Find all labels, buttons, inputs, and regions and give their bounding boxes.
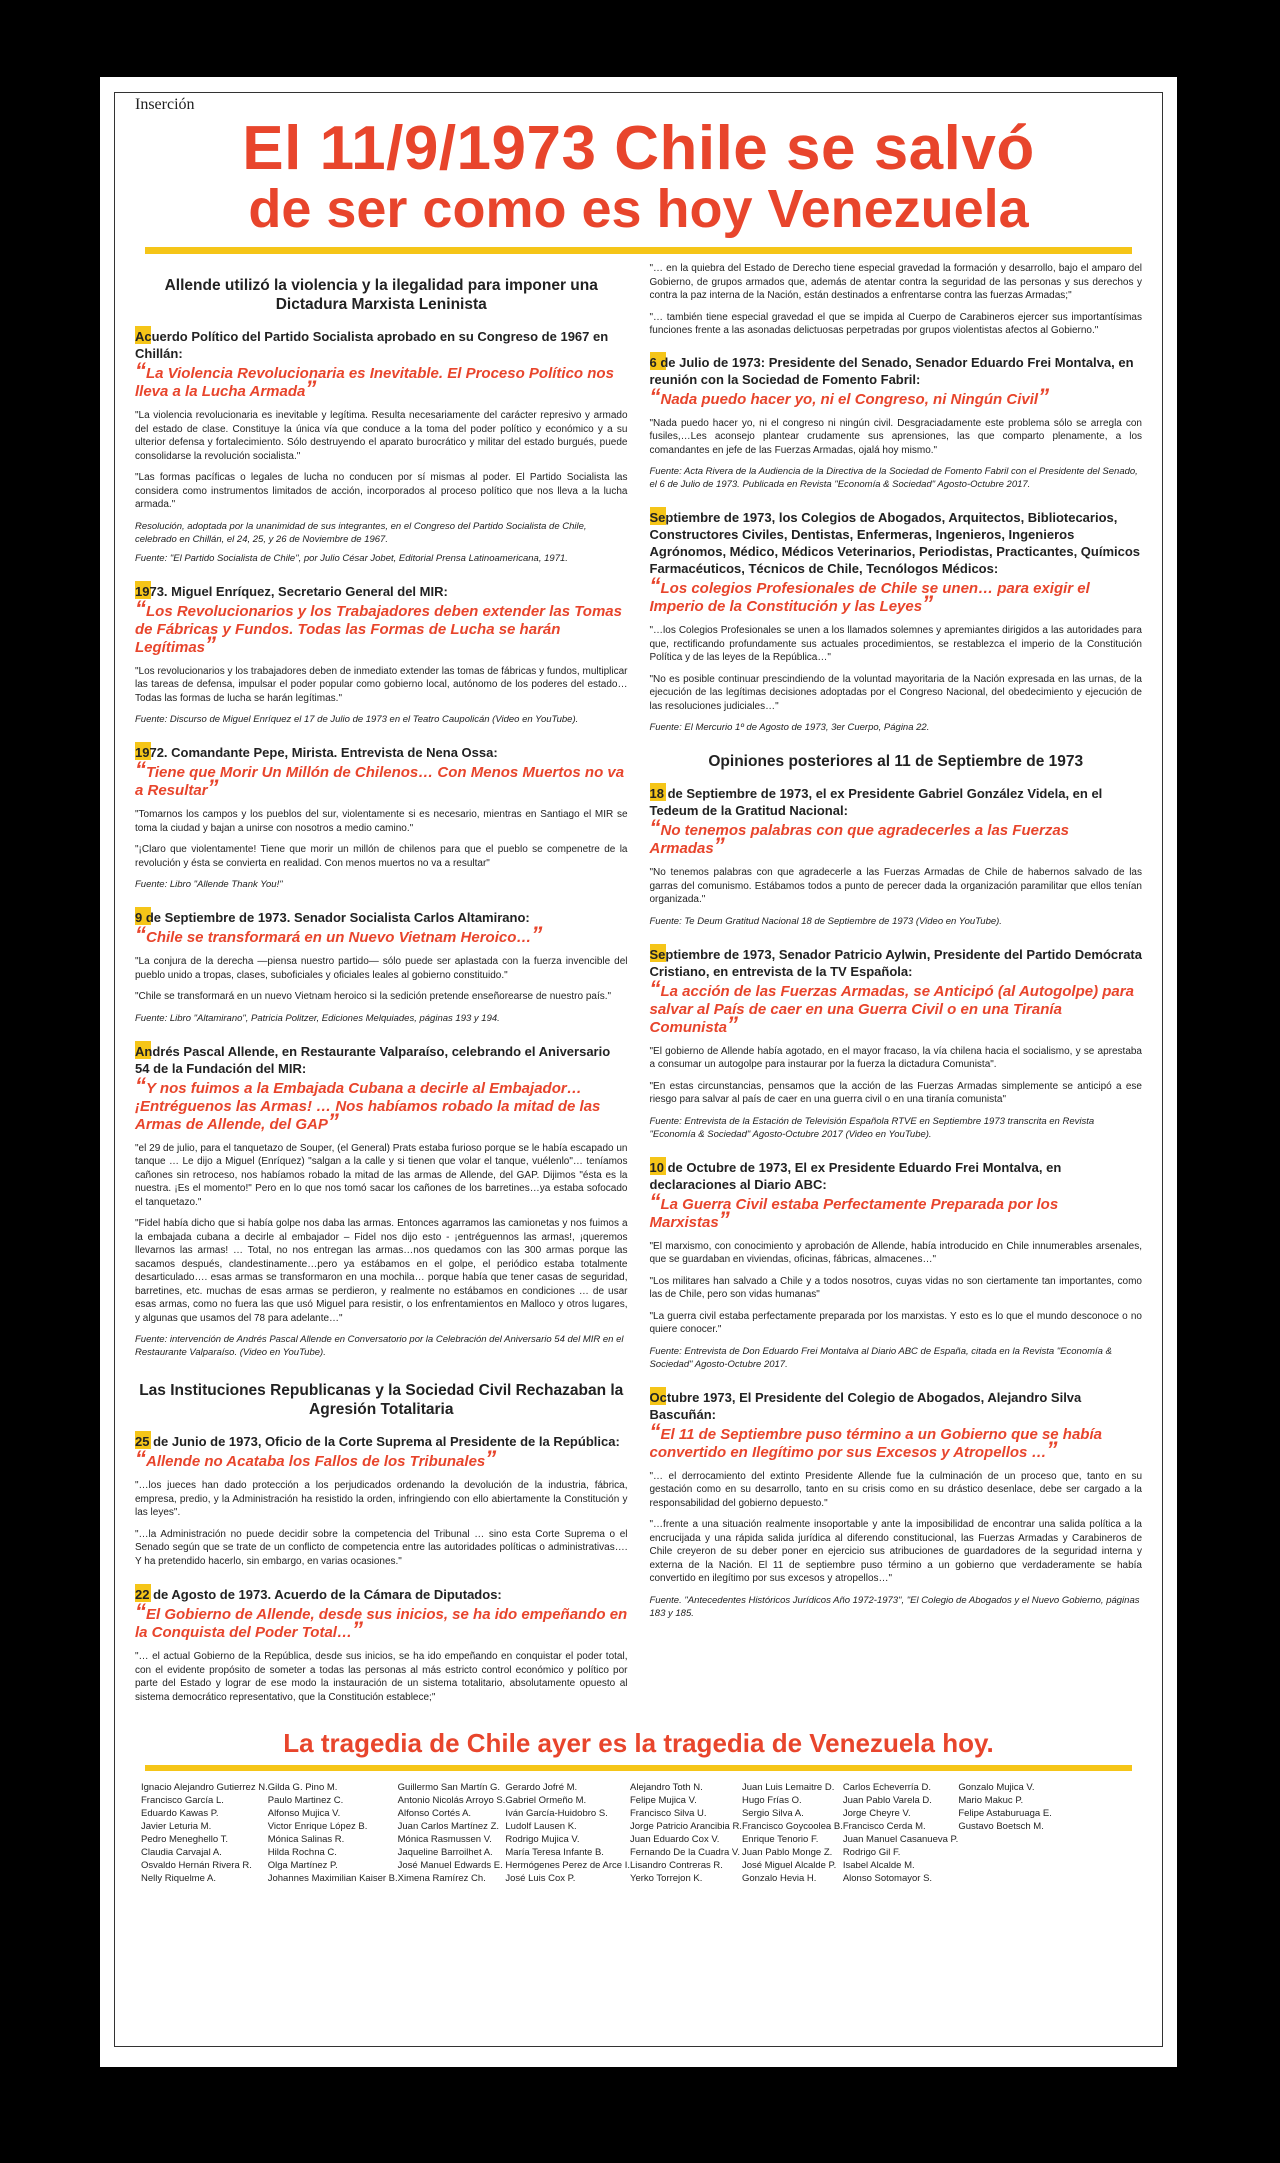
block-heading bbox=[135, 1043, 628, 1077]
body-paragraph: "…frente a una situación realmente insoportable y ante la imposibilidad de encontrar una salida política a la encrucijada y una rápida salida jurídica al diferendo constitucional, las Fuerzas Armadas y Carabineros de Chile creyeron de su deber poner en ejercicio sus atribuciones de guardadores de la seguridad interna y externa de la Nación. El 11 de septiembre puso término a un gobierno que verdaderamente se había convertido en ilegítimo por sus excesos y atropellos…" bbox=[649, 1519, 1142, 1584]
signer-name: Alonso Sotomayor S. bbox=[842, 1873, 933, 1884]
signer-name: Mario Makuc P. bbox=[958, 1795, 1024, 1806]
right-column bbox=[650, 262, 1143, 1722]
signer-name: Francisco García L. bbox=[141, 1795, 224, 1806]
signer-name: Sergio Silva A. bbox=[741, 1808, 804, 1819]
block-heading-text: 22 de Agosto de 1973. Acuerdo de la Cámara de Diputados: bbox=[135, 1584, 502, 1602]
signer-name: Francisco Cerda M. bbox=[842, 1821, 926, 1832]
signers-column bbox=[630, 1781, 742, 1885]
signer-name: Alfonso Mujica V. bbox=[267, 1808, 341, 1819]
insert-tag: Inserción bbox=[135, 96, 195, 113]
source-note: Fuente: Libro "Altamirano", Patricia Politzer, Ediciones Melquiades, páginas 193 y 194. bbox=[135, 1012, 500, 1024]
signer-name: Francisco Goycoolea B. bbox=[741, 1821, 843, 1832]
quote-block bbox=[650, 354, 1143, 492]
quote-block bbox=[135, 328, 628, 565]
signers-column bbox=[268, 1781, 398, 1885]
signer-name: Rodrigo Gil F. bbox=[842, 1847, 901, 1858]
source-note: Fuente: Acta Rivera de la Audiencia de la Directiva de la Sociedad de Fomento Fabril con el Presidente del Senado, el 6 de Julio de 1973. Publicada en Revista "Economía & Sociedad" Agosto-Octubre 2017. bbox=[649, 466, 1138, 490]
pull-quote: “ La Guerra Civil estaba Perfectamente Preparada por los Marxistas ” bbox=[650, 1196, 1143, 1232]
source-note: Fuente. "Antecedentes Históricos Jurídicos Año 1972-1973", "El Colegio de Abogados y el Nuevo Gobierno, páginas 183 y 185. bbox=[649, 1594, 1140, 1619]
signer-name: Rodrigo Mujica V. bbox=[505, 1834, 580, 1845]
signer-name: Juan Luis Lemaitre D. bbox=[741, 1782, 835, 1793]
source-note: Fuente: Entrevista de la Estación de Televisión Española RTVE en Septiembre 1973 transcrita en Revista "Economía & Sociedad" Agosto-Octubre 2017 (Video en YouTube). bbox=[649, 1115, 1095, 1140]
pull-quote: “ Los colegios Profesionales de Chile se unen… para exigir el Imperio de la Constitución y las Leyes ” bbox=[650, 580, 1143, 616]
signer-name: Gilda G. Pino M. bbox=[267, 1782, 338, 1793]
body-paragraph: "En estas circunstancias, pensamos que la acción de las Fuerzas Armadas simplemente se anticipó a ese riesgo para salvar al país de caer en una guerra civil o en una tiranía comunista" bbox=[649, 1080, 1142, 1105]
block-heading-text: 18 de Septiembre de 1973, el ex Presidente Gabriel González Videla, en el Tedeum de la Gratitud Nacional: bbox=[650, 783, 1103, 818]
quote-block bbox=[650, 1389, 1143, 1620]
quote-block bbox=[650, 785, 1143, 928]
body-paragraph: "Fidel había dicho que si había golpe nos daba las armas. Entonces agarramos las camionetas y nos fuimos a la embajada cubana a decirle al embajador – Fidel nos dijo esto - ¡entréguennos las armas!, ¡queremos llevarnos las armas! … Total, no nos entregan las armas…nos quedamos con las 300 armas porque las sacamos después, clandestinamente…pero ya estábamos en el golpe, el periódico estaba totalmente desarticulado…. esas armas se transformaron en una mochila… porque había que tener casas de seguridad, barretines, etc. muchas de esas armas se perdieron, y realmente no estábamos en condiciones … de usar esas armas, como no fuera las que usó Miguel para resistir, o los enfrentamientos en Malloco y otros lugares, y algunas que usamos del 78 para adelante…" bbox=[135, 1218, 628, 1324]
block-heading-text: 6 de Julio de 1973: Presidente del Senado, Senador Eduardo Frei Montalva, en reunión con la Sociedad de Fomento Fabril: bbox=[650, 352, 1134, 387]
pull-quote: “ Y nos fuimos a la Embajada Cubana a decirle al Embajador… ¡Entréguenos las Armas! … Nos habíamos robado la mitad de las Armas de Allende, del GAP ” bbox=[135, 1080, 628, 1134]
signer-name: José Luis Cox P. bbox=[505, 1873, 576, 1884]
body-paragraph: "No es posible continuar prescindiendo de la voluntad mayoritaria de la Nación expresada en las urnas, de la ejecución de las legítimas decisiones adoptadas por el Congreso Nacional, del obedecimiento y ejecución de las resoluciones judiciales…" bbox=[649, 673, 1142, 712]
signers-column bbox=[1052, 1781, 1094, 1885]
body-paragraph: "…los Colegios Profesionales se unen a los llamados solemnes y apremiantes dirigidos a las autoridades para que, rectificando profundamente sus actuales procedimientos, se restablezca el imperio de la Constitución Política y de las leyes de la República…" bbox=[649, 625, 1142, 663]
body-paragraph: "…los jueces han dado protección a los perjudicados ordenando la devolución de la industria, fábrica, empresa, predio, y la Administración ha resistido la orden, infringiendo con ello abiertamente la Constitución y las leyes". bbox=[135, 1480, 628, 1518]
pull-quote: “ No tenemos palabras con que agradecerles a las Fuerzas Armadas ” bbox=[650, 822, 1143, 858]
signers-column bbox=[843, 1781, 959, 1885]
block-heading-text: Septiembre de 1973, los Colegios de Abogados, Arquitectos, Bibliotecarios, Constructores Civiles, Dentistas, Enfermeras, Ingenieros, Ingenieros Agrónomos, Médico, Médicos Veterinarios, Periodistas, Practicantes, Químicos Farmacéuticos, Técnicos de Chile, Tecnólogos Médicos: bbox=[650, 507, 1141, 576]
signer-name: Ludolf Lausen K. bbox=[505, 1821, 577, 1832]
signer-name: Lisandro Contreras R. bbox=[630, 1860, 723, 1871]
quote-block bbox=[135, 744, 628, 891]
body-paragraph: "… el derrocamiento del extinto Presidente Allende fue la culminación de un proceso que, tanto en su gestación como en su desarrollo, tanto en su crisis como en su drástico desenlace, debe ser cargado a la responsabilidad del gobierno depuesto." bbox=[649, 1470, 1142, 1509]
block-heading-text: 25 de Junio de 1973, Oficio de la Corte Suprema al Presidente de la República: bbox=[135, 1431, 620, 1449]
signer-name: Jorge Patricio Arancibia R. bbox=[630, 1821, 742, 1832]
pull-quote: “ El Gobierno de Allende, desde sus inicios, se ha ido empeñando en la Conquista del Poder Total… ” bbox=[135, 1606, 628, 1642]
signer-name: José Manuel Edwards E. bbox=[397, 1860, 503, 1871]
quote-block bbox=[650, 946, 1143, 1141]
block-heading-text: Andrés Pascal Allende, en Restaurante Valparaíso, celebrando el Aniversario 54 de la Fundación del MIR: bbox=[135, 1041, 610, 1076]
block-heading bbox=[650, 509, 1143, 577]
headline-line-1: El 11/9/1973 Chile se salvó bbox=[242, 114, 1035, 183]
signer-name: Paulo Martinez C. bbox=[267, 1795, 344, 1806]
block-heading-text: 10 de Octubre de 1973, El ex Presidente Eduardo Frei Montalva, en declaraciones al Diario ABC: bbox=[650, 1157, 1062, 1192]
block-heading bbox=[135, 328, 628, 362]
source-note: Resolución, adoptada por la unanimidad de sus integrantes, en el Congreso del Partido Socialista de Chile, celebrado en Chillán, el 24, 25, y 26 de Noviembre de 1967. bbox=[135, 520, 587, 545]
quote-block bbox=[135, 1433, 628, 1568]
signer-name: Carlos Echeverría D. bbox=[842, 1782, 931, 1793]
body-paragraph: "Nada puedo hacer yo, ni el congreso ni ningún civil. Desgraciadamente este problema sólo se arregla con fusiles,…Les aconsejo plantear crudamente sus aprensiones, las que comparto plenamente, a los comandantes en jefe de las Fuerzas Armadas, ojalá hoy mismo." bbox=[649, 417, 1142, 456]
pull-quote: “ El 11 de Septiembre puso término a un Gobierno que se había convertido en Ilegítimo por sus Excesos y Atropellos … ” bbox=[650, 1426, 1143, 1462]
block-heading bbox=[135, 1433, 628, 1450]
closing-statement: La tragedia de Chile ayer es la tragedia de Venezuela hoy. bbox=[283, 1728, 994, 1758]
signer-name: Johannes Maximilian Kaiser B. bbox=[267, 1873, 398, 1884]
body-paragraph: "La guerra civil estaba perfectamente preparada por los marxistas. Y esto es lo que el mundo desconoce o no quiere conocer." bbox=[649, 1310, 1142, 1335]
body-paragraph: "No tenemos palabras con que agradecerle a las Fuerzas Armadas de Chile de habernos salvado de las garras del comunismo. Estábamos todos a punto de perecer dada la organización paramilitar que ellos tenían organizada." bbox=[649, 867, 1142, 905]
left-blocks-2 bbox=[135, 1433, 628, 1704]
signer-name: Mónica Salinas R. bbox=[267, 1834, 345, 1845]
signer-name: Ignacio Alejandro Gutierrez N. bbox=[141, 1782, 268, 1793]
source-note: Fuente: Discurso de Miguel Enríquez el 17 de Julio de 1973 en el Teatro Caupolicán (Video en YouTube). bbox=[135, 714, 579, 725]
body-paragraph: "La violencia revolucionaria es inevitable y legítima. Resulta necesariamente del carácter represivo y armado del estado de clase. Constituye la única vía que conduce a la toma del poder político y económico y a su ulterior defensa y fortalecimiento. Sólo destruyendo el aparato burocrático y militar del estado burgués, puede consolidarse la revolución socialista." bbox=[135, 410, 628, 462]
signer-name: Javier Leturia M. bbox=[141, 1821, 212, 1832]
signer-name: Mónica Rasmussen V. bbox=[397, 1834, 492, 1845]
newspaper-page bbox=[100, 77, 1177, 2067]
yellow-rule-bottom bbox=[145, 1765, 1132, 1771]
signers-column bbox=[1094, 1781, 1136, 1885]
body-paragraph: "… también tiene especial gravedad el que se impida al Cuerpo de Carabineros ejercer sus importantísimas funciones frente a las asonadas delictuosas perpetradas por grupos violentistas afectos al Gobierno." bbox=[649, 311, 1142, 336]
signer-name: Francisco Silva U. bbox=[630, 1808, 707, 1819]
quote-block bbox=[135, 909, 628, 1025]
signer-name: Olga Martínez P. bbox=[267, 1860, 338, 1871]
signer-name: Hilda Rochna C. bbox=[267, 1847, 337, 1858]
source-note: Fuente: "El Partido Socialista de Chile", por Julio César Jobet, Editorial Prensa Latinoamericana, 1971. bbox=[135, 552, 568, 564]
body-paragraph: "Las formas pacíficas o legales de lucha no conducen por sí mismas al poder. El Partido Socialista las considera como instrumentos limitados de acción, incorporados al proceso político que nos lleva a la lucha armada." bbox=[135, 472, 628, 510]
body-paragraph: "… en la quiebra del Estado de Derecho tiene especial gravedad la formación y desarrollo, bajo el amparo del Gobierno, de grupos armados que, además de atentar contra la seguridad de las personas y sus derechos y contra la paz interna de la Nación, están destinados a enfrentarse contra las fuerzas Armadas;" bbox=[649, 263, 1142, 301]
source-note: Fuente: El Mercurio 1º de Agosto de 1973, 3er Cuerpo, Página 22. bbox=[649, 722, 930, 733]
pull-quote: “ Los Revolucionarios y los Trabajadores deben extender las Tomas de Fábricas y Fundos. Todas las Formas de Lucha se harán Legítimas ” bbox=[135, 603, 628, 657]
body-paragraph: "el 29 de julio, para el tanquetazo de Souper, (el General) Prats estaba furioso porque se le había escapado un tanque … Le dijo a Miguel (Enríquez) "salgan a la calle y si tienen que volar el tanque, vuélenlo"… teníamos cañones sin retroceso, nos habíamos robado la mitad de las armas de Allende, del GAP. Dijimos "ésta es la nuestra. ¡Es el momento!" Pero en lo que nos tomó sacar los cañones de los barretines…ya estaba sofocado el tanquetazo." bbox=[135, 1142, 628, 1208]
block-heading-text: Septiembre de 1973, Senador Patricio Aylwin, Presidente del Partido Demócrata Cristiano, en entrevista de la TV Española: bbox=[650, 944, 1142, 979]
signer-name: Jaqueline Barroilhet A. bbox=[397, 1847, 493, 1858]
signer-name: Nelly Riquelme A. bbox=[141, 1873, 216, 1884]
body-paragraph: "La conjura de la derecha —piensa nuestro partido— sólo puede ser aplastada con la fuerza invencible del pueblo unido a tropas, clases, suboficiales y oficiales leales al gobierno constituido." bbox=[135, 956, 628, 981]
source-note: Fuente: intervención de Andrés Pascal Allende en Conversatorio por la Celebración del Aniversario 54 del MIR en el Restaurante Valparaíso. (Video en YouTube). bbox=[135, 1334, 624, 1358]
block-heading-text: 9 de Septiembre de 1973. Senador Socialista Carlos Altamirano: bbox=[135, 907, 530, 925]
signer-name: Juan Carlos Martínez Z. bbox=[397, 1821, 500, 1832]
pull-quote: “ Tiene que Morir Un Millón de Chilenos… Con Menos Muertos no va a Resultar ” bbox=[135, 764, 628, 800]
body-paragraph: "El gobierno de Allende había agotado, en el mayor fracaso, la vía chilena hacia el socialismo, y se aprestaba a consumar un autogolpe para instaurar por la fuerza la dictadura Comunista". bbox=[649, 1045, 1142, 1070]
insert-frame bbox=[114, 92, 1163, 2047]
block-heading-text: Octubre 1973, El Presidente del Colegio de Abogados, Alejandro Silva Bascuñán: bbox=[650, 1387, 1082, 1422]
signer-name: María Teresa Infante B. bbox=[505, 1847, 604, 1858]
block-heading bbox=[135, 909, 628, 926]
signers-list bbox=[135, 1781, 1142, 1885]
quote-block bbox=[650, 1159, 1143, 1371]
right-intro bbox=[650, 262, 1143, 338]
signer-name: Hugo Frías O. bbox=[741, 1795, 802, 1806]
signers-column bbox=[742, 1781, 843, 1885]
signer-name: Gabriel Ormeño M. bbox=[505, 1795, 587, 1806]
signer-name: Ximena Ramírez Ch. bbox=[397, 1873, 486, 1884]
signer-name: Felipe Mujica V. bbox=[630, 1795, 697, 1806]
pull-quote: “ La acción de las Fuerzas Armadas, se Anticipó (al Autogolpe) para salvar al País de caer en una Guerra Civil o en una Tiranía Comunista ” bbox=[650, 983, 1143, 1037]
signer-name: Gustavo Boetsch M. bbox=[958, 1821, 1044, 1832]
block-heading-text: Acuerdo Político del Partido Socialista aprobado en su Congreso de 1967 en Chillán: bbox=[135, 326, 608, 361]
body-paragraph: "… el actual Gobierno de la República, desde sus inicios, se ha ido empeñando en conquistar el poder total, con el evidente propósito de someter a todas las personas al más estricto control económico y político por parte del Estado y lograr de ese modo la instauración de un sistema totalitario, absolutamente opuesto al sistema democrático representativo, que la Constitución establece;" bbox=[135, 1651, 628, 1703]
right-section-title-2: Opiniones posteriores al 11 de Septiembre de 1973 bbox=[708, 753, 1084, 770]
signer-name: Iván García-Huidobro S. bbox=[505, 1808, 608, 1819]
signer-name: Gonzalo Mujica V. bbox=[958, 1782, 1035, 1793]
block-heading bbox=[135, 583, 628, 600]
signer-name: Antonio Nicolás Arroyo S. bbox=[397, 1795, 506, 1806]
block-heading bbox=[135, 1586, 628, 1603]
body-paragraph: "Tomarnos los campos y los pueblos del sur, violentamente si es necesario, mientras en Santiago el MIR se toma la ciudad y bajan a unirse con nosotros a medio camino." bbox=[135, 809, 628, 834]
signer-name: Guillermo San Martín G. bbox=[397, 1782, 501, 1793]
signer-name: Pedro Meneghello T. bbox=[141, 1834, 228, 1845]
signer-name: Juan Pablo Varela D. bbox=[842, 1795, 932, 1806]
signer-name: Yerko Torrejon K. bbox=[630, 1873, 703, 1884]
signer-name: José Miguel Alcalde P. bbox=[741, 1860, 837, 1871]
pull-quote: “ La Violencia Revolucionaria es Inevitable. El Proceso Político nos lleva a la Lucha Armada ” bbox=[135, 365, 628, 401]
signer-name: Gerardo Jofré M. bbox=[505, 1782, 578, 1793]
pull-quote: “ Chile se transformará en un Nuevo Vietnam Heroico… ” bbox=[135, 929, 628, 947]
signers-column bbox=[141, 1781, 268, 1885]
signer-name: Osvaldo Hernán Rivera R. bbox=[141, 1860, 252, 1871]
left-blocks bbox=[135, 328, 628, 1359]
quote-block bbox=[135, 1043, 628, 1360]
block-heading-text: 1973. Miguel Enríquez, Secretario General del MIR: bbox=[135, 581, 448, 599]
headline-line-2: de ser como es hoy Venezuela bbox=[248, 179, 1029, 239]
block-heading bbox=[650, 785, 1143, 819]
signer-name: Enrique Tenorio F. bbox=[741, 1834, 819, 1845]
signer-name: Felipe Astaburuaga E. bbox=[958, 1808, 1052, 1819]
signer-name: Juan Manuel Casanueva P. bbox=[842, 1834, 959, 1845]
signer-name: Alejandro Toth N. bbox=[630, 1782, 703, 1793]
signer-name: Jorge Cheyre V. bbox=[842, 1808, 911, 1819]
left-section-title: Allende utilizó la violencia y la ilegalidad para imponer una Dictadura Marxista Leninista bbox=[164, 277, 598, 313]
signers-column bbox=[398, 1781, 506, 1885]
source-note: Fuente: Libro "Allende Thank You!" bbox=[135, 879, 283, 890]
right-blocks bbox=[650, 354, 1143, 735]
signer-name: Isabel Alcalde M. bbox=[842, 1860, 915, 1871]
signer-name: Alfonso Cortés A. bbox=[397, 1808, 472, 1819]
signer-name: Victor Enrique López B. bbox=[267, 1821, 368, 1832]
pull-quote: “ Nada puedo hacer yo, ni el Congreso, ni Ningún Civil ” bbox=[650, 391, 1143, 409]
source-note: Fuente: Entrevista de Don Eduardo Frei Montalva al Diario ABC de España, citada en la Revista "Economía & Sociedad" Agosto-Octubre 2017. bbox=[649, 1345, 1112, 1370]
signer-name: Eduardo Kawas P. bbox=[141, 1808, 219, 1819]
signer-name: Hermógenes Perez de Arce I. bbox=[505, 1860, 630, 1871]
block-heading bbox=[650, 1159, 1143, 1193]
signer-name: Juan Eduardo Cox V. bbox=[630, 1834, 720, 1845]
signers-column bbox=[958, 1781, 1051, 1885]
signer-name: Gonzalo Hevia H. bbox=[741, 1873, 817, 1884]
signer-name: Claudia Carvajal A. bbox=[141, 1847, 222, 1858]
signer-name: Fernando De la Cuadra V. bbox=[630, 1847, 741, 1858]
quote-block bbox=[135, 583, 628, 727]
body-paragraph: "…la Administración no puede decidir sobre la competencia del Tribunal … sino esta Corte Suprema o el Senado según que se trate de un conflicto de competencia entre las autoridades políticas o administrativas…. Y ha pretendido hacerlo, sin embargo, en varias ocasiones." bbox=[135, 1528, 628, 1567]
source-note: Fuente: Te Deum Gratitud Nacional 18 de Septiembre de 1973 (Video en YouTube). bbox=[649, 915, 1002, 927]
left-section-title-2: Las Instituciones Republicanas y la Sociedad Civil Rechazaban la Agresión Totalitaria bbox=[139, 1382, 624, 1418]
body-paragraph: "¡Claro que violentamente! Tiene que morir un millón de chilenos para que el pueblo se compenetre de la revolución y ésta se convierta en realidad. Con menos muertos no va a resultar" bbox=[135, 844, 628, 869]
block-heading bbox=[650, 1389, 1143, 1423]
signers-column bbox=[505, 1781, 630, 1885]
left-column bbox=[135, 262, 628, 1722]
signer-name: Juan Pablo Monge Z. bbox=[741, 1847, 833, 1858]
block-heading bbox=[135, 744, 628, 761]
body-paragraph: "Los militares han salvado a Chile y a todos nosotros, cuyas vidas no son ciertamente tan importantes, como las de Chile, pero son vidas humanas" bbox=[649, 1275, 1142, 1300]
pull-quote: “ Allende no Acataba los Fallos de los Tribunales ” bbox=[135, 1453, 628, 1471]
yellow-rule bbox=[145, 247, 1132, 254]
quote-block bbox=[135, 1586, 628, 1704]
block-heading bbox=[650, 354, 1143, 388]
body-paragraph: "Los revolucionarios y los trabajadores deben de inmediato extender las tomas de fábricas y fundos, multiplicar las tareas de defensa, impulsar el poder popular como gobierno local, autónomo de los poderes del estado… Todas las formas de lucha se harán legítimas." bbox=[135, 665, 628, 704]
block-heading bbox=[650, 946, 1143, 980]
body-paragraph: "Chile se transformará en un nuevo Vietnam heroico si la sedición pretende enseñorearse de nuestro país." bbox=[135, 991, 612, 1002]
quote-block bbox=[650, 509, 1143, 734]
body-paragraph: "El marxismo, con conocimiento y aprobación de Allende, había introducido en Chile innumerables arsenales, que se guardaban en viviendas, oficinas, fábricas, almacenes…" bbox=[649, 1240, 1142, 1265]
article-columns bbox=[135, 262, 1142, 1722]
right-blocks-2 bbox=[650, 785, 1143, 1620]
block-heading-text: 1972. Comandante Pepe, Mirista. Entrevista de Nena Ossa: bbox=[135, 742, 498, 760]
